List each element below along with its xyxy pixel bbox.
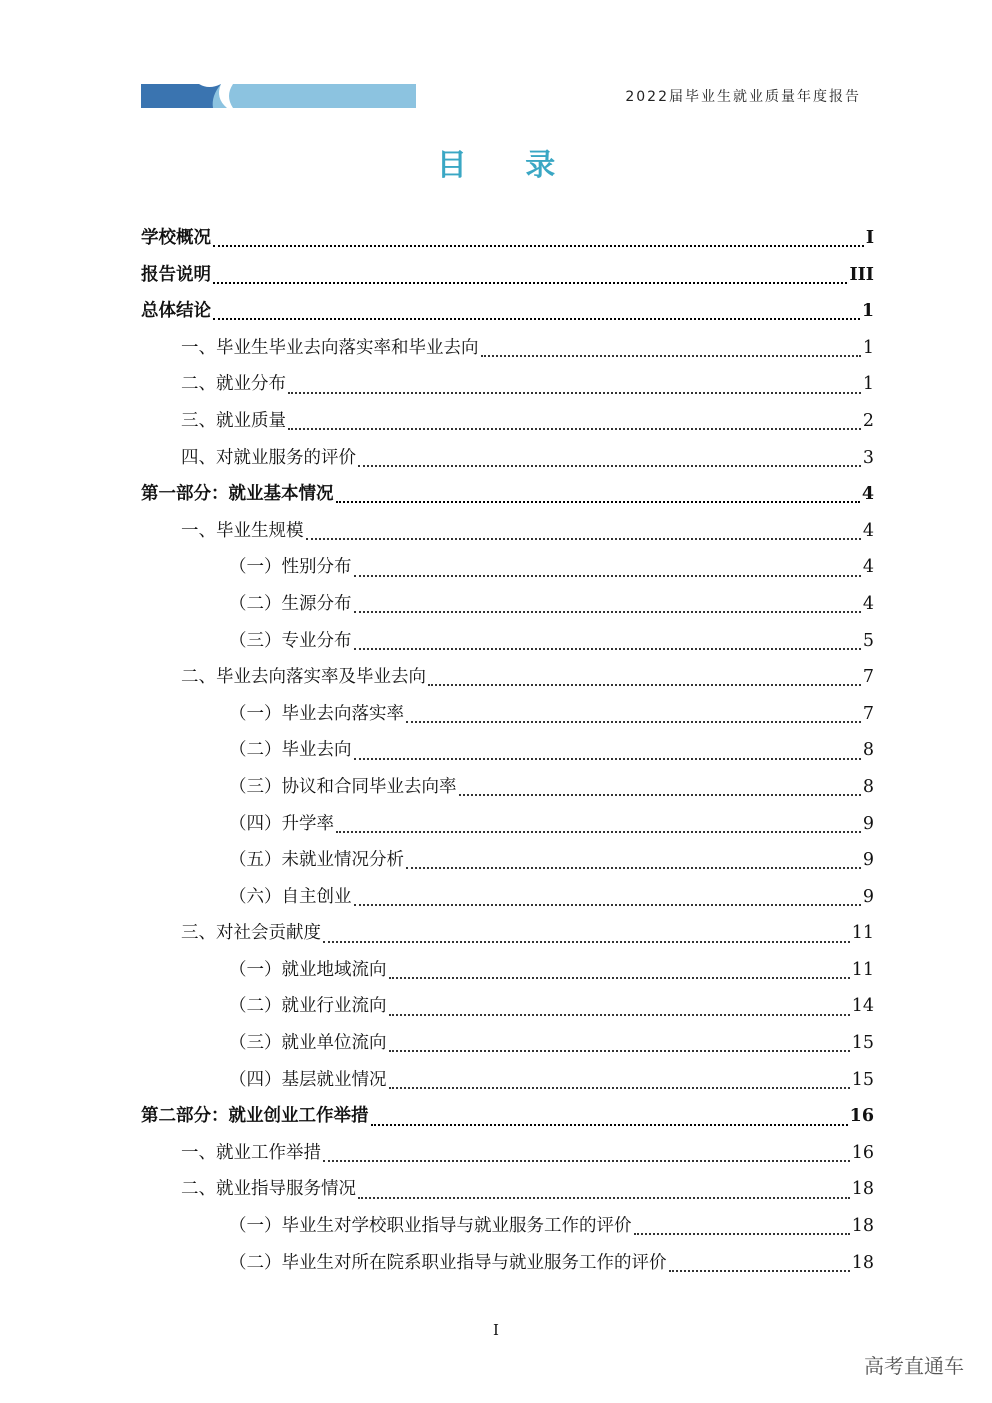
toc-entry[interactable]: [141, 988, 874, 1025]
toc-leader-dots: [354, 904, 861, 906]
toc-leader-dots: [323, 941, 850, 943]
toc-entry[interactable]: [141, 1171, 874, 1208]
watermark-text: 高考直通车: [864, 1354, 964, 1378]
toc-entry-page: 3: [862, 447, 874, 468]
toc-entry-label: 二、就业指导服务情况: [181, 1179, 356, 1200]
toc-entry-page: 15: [851, 1033, 874, 1054]
toc-entry-label: （二）毕业生对所在院系职业指导与就业服务工作的评价: [229, 1252, 667, 1273]
toc-entry[interactable]: [141, 476, 874, 513]
toc-entry-label: （五）未就业情况分析: [229, 850, 404, 871]
toc-entry[interactable]: [141, 1025, 874, 1062]
toc-entry-label: （三）专业分布: [229, 630, 352, 651]
toc-entry-page: 1: [861, 301, 874, 322]
toc-entry-label: （二）生源分布: [229, 593, 352, 614]
toc-entry-page: 14: [851, 996, 874, 1017]
toc-entry-label: （四）升学率: [229, 813, 334, 834]
toc-entry-label: （四）基层就业情况: [229, 1069, 387, 1090]
toc-entry-page: 11: [851, 923, 874, 944]
toc-entry-page: 11: [851, 959, 874, 980]
toc-entry-page: 2: [862, 410, 874, 431]
toc-entry[interactable]: [141, 952, 874, 989]
toc-entry-page: 7: [862, 667, 874, 688]
toc-entry-page: 18: [851, 1252, 874, 1273]
toc-entry-label: 学校概况: [141, 228, 211, 248]
toc-leader-dots: [336, 501, 860, 503]
toc-leader-dots: [428, 684, 861, 686]
toc-entry-page: 4: [862, 520, 874, 541]
toc-leader-dots: [213, 318, 860, 320]
toc-leader-dots: [358, 1197, 850, 1199]
toc-entry-label: （一）就业地域流向: [229, 959, 387, 980]
toc-entry-label: （二）毕业去向: [229, 740, 352, 761]
toc-leader-dots: [389, 1087, 850, 1089]
report-header-title: 2022届毕业生就业质量年度报告: [625, 89, 861, 105]
table-of-contents: [141, 220, 874, 1281]
toc-entry[interactable]: [141, 842, 874, 879]
toc-leader-dots: [288, 428, 861, 430]
toc-entry-page: 8: [862, 740, 874, 761]
toc-entry[interactable]: [141, 330, 874, 367]
toc-entry-page: 4: [862, 557, 874, 578]
toc-entry-page: 15: [851, 1069, 874, 1090]
toc-entry-page: 4: [862, 593, 874, 614]
toc-entry[interactable]: [141, 696, 874, 733]
toc-leader-dots: [481, 355, 861, 357]
toc-leader-dots: [354, 611, 861, 613]
toc-entry[interactable]: [141, 1098, 874, 1135]
page-title: 目 录: [436, 148, 580, 183]
toc-entry-label: 总体结论: [141, 301, 211, 322]
toc-entry-label: 第一部分：就业基本情况: [141, 484, 334, 505]
toc-leader-dots: [459, 794, 861, 796]
toc-entry-label: 第二部分：就业创业工作举措: [141, 1106, 369, 1127]
toc-leader-dots: [354, 758, 861, 760]
toc-entry-page: 9: [862, 850, 874, 871]
toc-entry-label: 三、对社会贡献度: [181, 923, 321, 944]
toc-leader-dots: [213, 282, 847, 284]
toc-entry-label: 一、毕业生规模: [181, 520, 304, 541]
toc-entry[interactable]: [141, 879, 874, 916]
toc-entry-page: I: [865, 228, 874, 248]
toc-entry-label: （一）毕业生对学校职业指导与就业服务工作的评价: [229, 1216, 632, 1237]
toc-entry-label: 二、毕业去向落实率及毕业去向: [181, 667, 426, 688]
toc-entry[interactable]: [141, 1135, 874, 1172]
toc-entry-page: 1: [862, 337, 874, 358]
toc-leader-dots: [371, 1124, 848, 1126]
header-banner-logo: [141, 84, 416, 108]
toc-leader-dots: [354, 575, 861, 577]
toc-entry-label: （三）协议和合同毕业去向率: [229, 776, 457, 797]
toc-entry-label: （一）性别分布: [229, 557, 352, 578]
toc-entry-page: 8: [862, 776, 874, 797]
toc-entry-page: 9: [862, 813, 874, 834]
toc-entry[interactable]: [141, 1245, 874, 1282]
toc-leader-dots: [354, 648, 861, 650]
toc-entry-page: 16: [849, 1106, 874, 1127]
toc-entry-page: III: [849, 264, 874, 285]
toc-entry[interactable]: [141, 1208, 874, 1245]
toc-entry-page: 18: [851, 1179, 874, 1200]
toc-entry-page: 16: [851, 1142, 874, 1163]
toc-entry-label: 四、对就业服务的评价: [181, 447, 356, 468]
toc-entry-page: 9: [862, 886, 874, 907]
toc-entry[interactable]: [141, 659, 874, 696]
toc-leader-dots: [389, 1014, 850, 1016]
toc-entry-label: （六）自主创业: [229, 886, 352, 907]
toc-entry-page: 1: [862, 374, 874, 395]
toc-entry-label: （三）就业单位流向: [229, 1033, 387, 1054]
toc-entry[interactable]: [141, 513, 874, 550]
toc-entry[interactable]: [141, 769, 874, 806]
toc-entry[interactable]: [141, 293, 874, 330]
toc-leader-dots: [358, 465, 861, 467]
toc-leader-dots: [389, 1050, 850, 1052]
toc-entry[interactable]: [141, 366, 874, 403]
toc-entry[interactable]: [141, 586, 874, 623]
toc-leader-dots: [406, 867, 861, 869]
toc-entry[interactable]: [141, 806, 874, 843]
toc-leader-dots: [634, 1233, 850, 1235]
toc-leader-dots: [389, 977, 850, 979]
toc-leader-dots: [323, 1160, 850, 1162]
toc-entry-page: 4: [861, 484, 874, 505]
toc-entry-page: 7: [862, 703, 874, 724]
toc-entry[interactable]: [141, 257, 874, 294]
toc-entry-label: 一、毕业生毕业去向落实率和毕业去向: [181, 337, 479, 358]
toc-leader-dots: [213, 245, 864, 247]
toc-entry-label: （一）毕业去向落实率: [229, 703, 404, 724]
toc-entry[interactable]: [141, 403, 874, 440]
toc-entry[interactable]: [141, 220, 874, 257]
toc-entry-label: （二）就业行业流向: [229, 996, 387, 1017]
toc-entry[interactable]: [141, 549, 874, 586]
toc-entry-label: 报告说明: [141, 264, 211, 285]
toc-leader-dots: [336, 831, 861, 833]
toc-entry[interactable]: [141, 440, 874, 477]
toc-entry[interactable]: [141, 915, 874, 952]
toc-entry-page: 5: [862, 630, 874, 651]
page-number: I: [493, 1321, 499, 1339]
toc-entry[interactable]: [141, 1062, 874, 1099]
toc-leader-dots: [306, 538, 861, 540]
toc-entry-label: 二、就业分布: [181, 374, 286, 395]
toc-leader-dots: [406, 721, 861, 723]
toc-entry[interactable]: [141, 732, 874, 769]
toc-entry-label: 一、就业工作举措: [181, 1142, 321, 1163]
toc-leader-dots: [669, 1270, 850, 1272]
toc-entry-label: 三、就业质量: [181, 410, 286, 431]
toc-entry[interactable]: [141, 623, 874, 660]
toc-entry-page: 18: [851, 1216, 874, 1237]
toc-leader-dots: [288, 392, 861, 394]
